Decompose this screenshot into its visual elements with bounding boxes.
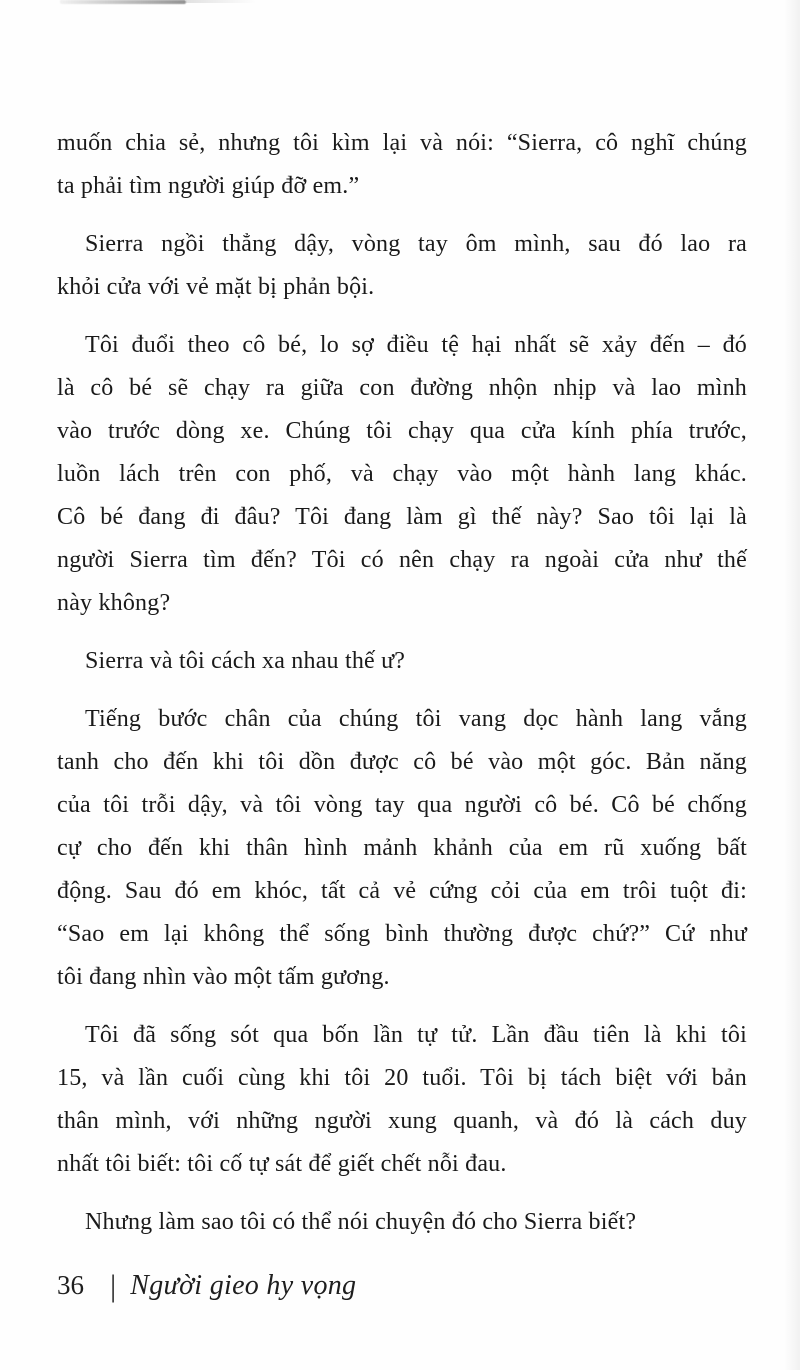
text-line: luồn lách trên con phố, và chạy vào một hành lang khác.: [57, 461, 747, 487]
text-line: người Sierra tìm đến? Tôi có nên chạy ra ngoài cửa như thế: [57, 547, 747, 573]
text-line: này không?: [57, 590, 171, 616]
text-line: cự cho đến khi thân hình mảnh khảnh của em rũ xuống bất: [57, 835, 747, 861]
text-line: Cô bé đang đi đâu? Tôi đang làm gì thế này? Sao tôi lại là: [57, 504, 747, 530]
text-line: ta phải tìm người giúp đỡ em.”: [57, 173, 360, 199]
page-footer: [57, 1266, 356, 1302]
text-line: Sierra và tôi cách xa nhau thế ư?: [85, 648, 406, 674]
text-line: Tiếng bước chân của chúng tôi vang dọc hành lang vắng: [85, 706, 747, 732]
text-line: động. Sau đó em khóc, tất cả vẻ cứng cỏi của em trôi tuột đi:: [57, 878, 747, 904]
paragraph: [57, 1014, 747, 1186]
text-line: vào trước dòng xe. Chúng tôi chạy qua cửa kính phía trước,: [57, 418, 747, 444]
page-text: [57, 122, 747, 1259]
book-title: Người gieo hy vọng: [130, 1270, 357, 1301]
text-line: muốn chia sẻ, nhưng tôi kìm lại và nói: “Sierra, cô nghĩ chúng: [57, 130, 747, 156]
page-number: 36: [57, 1270, 84, 1300]
paragraph: [57, 223, 747, 309]
text-line: là cô bé sẽ chạy ra giữa con đường nhộn nhịp và lao mình: [57, 375, 747, 401]
text-line: Nhưng làm sao tôi có thể nói chuyện đó cho Sierra biết?: [85, 1209, 637, 1235]
text-line: Sierra ngồi thẳng dậy, vòng tay ôm mình, sau đó lao ra: [85, 231, 747, 257]
paragraph: [57, 640, 747, 683]
text-line: Tôi đã sống sót qua bốn lần tự tử. Lần đầu tiên là khi tôi: [85, 1022, 747, 1048]
text-line: thân mình, với những người xung quanh, và đó là cách duy: [57, 1108, 747, 1134]
text-line: nhất tôi biết: tôi cố tự sát để giết chết nỗi đau.: [57, 1151, 507, 1177]
page-edge-shadow: [784, 0, 800, 1370]
text-line: của tôi trỗi dậy, và tôi vòng tay qua người cô bé. Cô bé chống: [57, 792, 747, 818]
footer-separator: |: [110, 1268, 117, 1303]
paragraph: [57, 122, 747, 208]
scan-artifact-top: [60, 0, 186, 4]
text-line: tôi đang nhìn vào một tấm gương.: [57, 964, 390, 990]
text-line: khỏi cửa với vẻ mặt bị phản bội.: [57, 274, 375, 300]
scan-artifact-top-tail: [186, 0, 256, 3]
paragraph: [57, 698, 747, 999]
text-line: “Sao em lại không thể sống bình thường được chứ?” Cứ như: [57, 921, 747, 947]
text-line: 15, và lần cuối cùng khi tôi 20 tuổi. Tôi bị tách biệt với bản: [57, 1065, 747, 1091]
text-line: tanh cho đến khi tôi dồn được cô bé vào một góc. Bản năng: [57, 749, 747, 775]
text-line: Tôi đuổi theo cô bé, lo sợ điều tệ hại nhất sẽ xảy đến – đó: [85, 332, 747, 358]
paragraph: [57, 1201, 747, 1244]
paragraph: [57, 324, 747, 625]
